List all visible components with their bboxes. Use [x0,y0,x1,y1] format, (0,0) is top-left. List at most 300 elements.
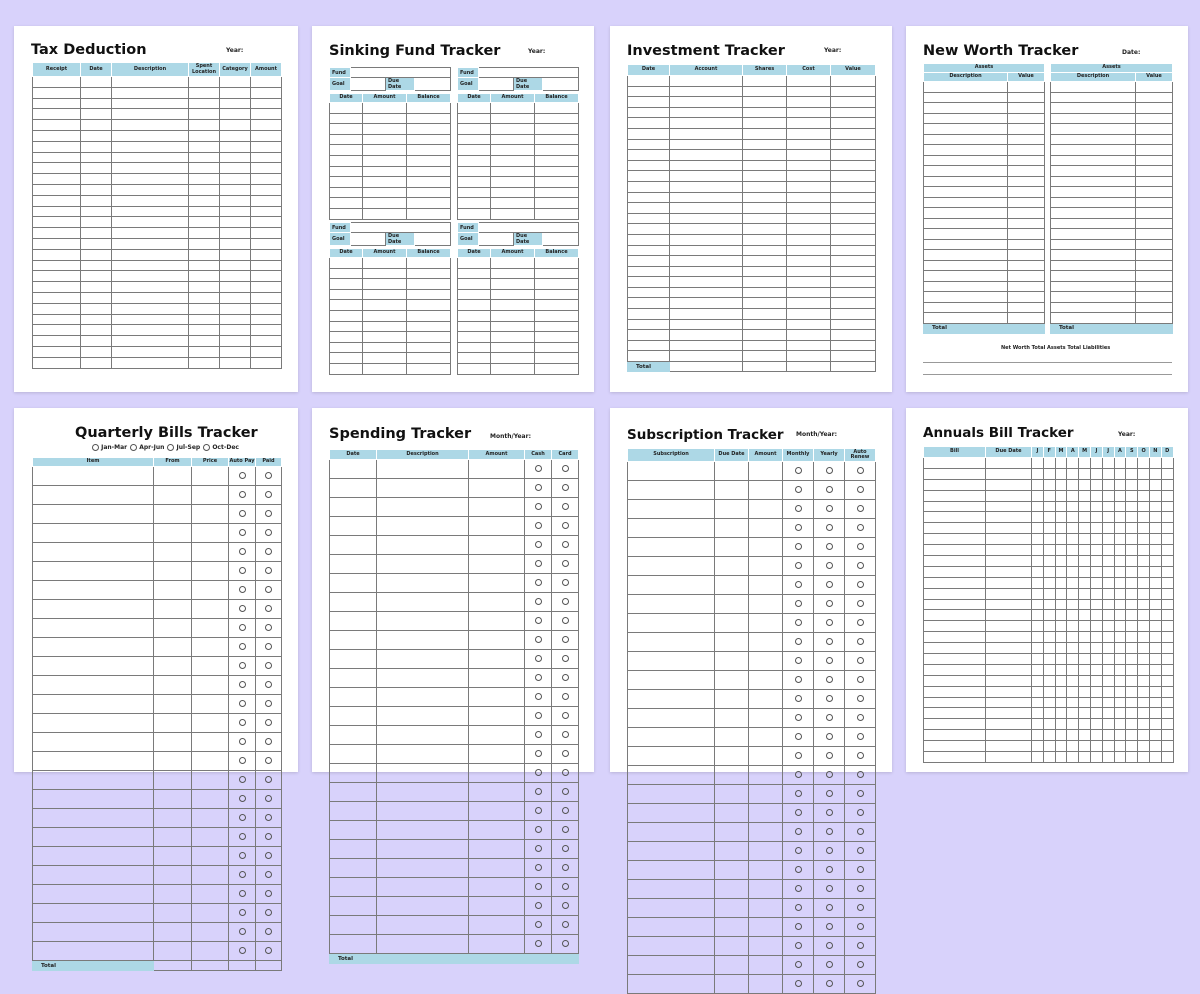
table-cell[interactable] [33,695,154,714]
table-cell[interactable] [831,171,876,182]
table-cell[interactable] [33,885,154,904]
table-cell[interactable] [1067,697,1079,708]
table-cell[interactable] [330,764,377,783]
table-cell[interactable] [1067,621,1079,632]
table-cell[interactable] [670,245,743,256]
table-cell[interactable] [628,76,670,87]
table-cell[interactable] [363,187,407,198]
table-cell[interactable] [1008,292,1045,303]
table-cell[interactable] [1055,708,1067,719]
radio-circle-icon[interactable] [826,847,833,854]
table-cell[interactable] [670,139,743,150]
table-cell[interactable] [1055,632,1067,643]
table-cell[interactable] [1090,621,1102,632]
table-cell[interactable] [1161,719,1173,730]
table-cell[interactable] [525,536,552,555]
table-cell[interactable] [377,859,469,878]
table-cell[interactable] [491,134,535,145]
table-cell[interactable] [220,141,251,152]
radio-circle-icon[interactable] [562,522,569,529]
table-cell[interactable] [1114,588,1126,599]
table-cell[interactable] [1090,545,1102,556]
table-cell[interactable] [1079,588,1091,599]
table-cell[interactable] [1126,501,1138,512]
table-cell[interactable] [1067,741,1079,752]
table-cell[interactable] [749,728,783,747]
table-cell[interactable] [33,249,81,260]
table-cell[interactable] [363,208,407,219]
table-cell[interactable] [458,332,491,343]
table-cell[interactable] [189,109,220,120]
table-cell[interactable] [1102,577,1114,588]
table-cell[interactable] [256,885,282,904]
table-cell[interactable] [1126,458,1138,469]
table-cell[interactable] [33,657,154,676]
table-cell[interactable] [154,942,192,961]
table-cell[interactable] [330,332,363,343]
table-cell[interactable] [628,823,715,842]
table-cell[interactable] [628,171,670,182]
table-cell[interactable] [1079,458,1091,469]
table-cell[interactable] [229,733,256,752]
table-cell[interactable] [986,654,1032,665]
table-cell[interactable] [491,300,535,311]
radio-circle-icon[interactable] [239,833,246,840]
table-cell[interactable] [377,517,469,536]
table-cell[interactable] [628,203,670,214]
table-cell[interactable] [112,325,189,336]
table-cell[interactable] [192,866,229,885]
table-cell[interactable] [814,595,845,614]
radio-circle-icon[interactable] [562,560,569,567]
table-cell[interactable] [525,574,552,593]
table-cell[interactable] [407,155,451,166]
table-cell[interactable] [1114,490,1126,501]
table-cell[interactable] [1067,752,1079,763]
table-cell[interactable] [1102,752,1114,763]
table-cell[interactable] [220,120,251,131]
radio-circle-icon[interactable] [826,505,833,512]
radio-circle-icon[interactable] [265,586,272,593]
table-cell[interactable] [1008,250,1045,261]
table-cell[interactable] [251,163,282,174]
table-cell[interactable] [1149,730,1161,741]
table-cell[interactable] [458,310,491,321]
table-cell[interactable] [787,107,831,118]
table-cell[interactable] [552,555,579,574]
table-cell[interactable] [783,538,814,557]
table-cell[interactable] [1102,599,1114,610]
table-cell[interactable] [1008,208,1045,219]
table-cell[interactable] [192,809,229,828]
table-cell[interactable] [377,707,469,726]
table-cell[interactable] [1114,566,1126,577]
table-cell[interactable] [220,260,251,271]
table-cell[interactable] [112,77,189,88]
table-cell[interactable] [787,277,831,288]
table-cell[interactable] [986,599,1032,610]
table-cell[interactable] [670,97,743,108]
table-cell[interactable] [458,289,491,300]
table-cell[interactable] [1102,566,1114,577]
table-cell[interactable] [1102,621,1114,632]
fund-field[interactable] [479,223,579,233]
table-cell[interactable] [715,975,749,994]
table-cell[interactable] [251,303,282,314]
table-cell[interactable] [831,277,876,288]
total-cell[interactable] [1136,323,1173,333]
table-cell[interactable] [749,747,783,766]
table-cell[interactable] [1032,588,1044,599]
table-cell[interactable] [670,86,743,97]
table-cell[interactable] [81,303,112,314]
radio-circle-icon[interactable] [826,904,833,911]
table-cell[interactable] [1032,708,1044,719]
table-cell[interactable] [1138,458,1150,469]
radio-circle-icon[interactable] [562,750,569,757]
table-cell[interactable] [535,363,579,374]
table-cell[interactable] [924,523,986,534]
table-cell[interactable] [715,500,749,519]
table-cell[interactable] [986,719,1032,730]
table-cell[interactable] [1067,566,1079,577]
table-cell[interactable] [1149,556,1161,567]
table-cell[interactable] [1055,686,1067,697]
table-cell[interactable] [256,524,282,543]
table-cell[interactable] [552,460,579,479]
table-cell[interactable] [525,688,552,707]
table-cell[interactable] [628,481,715,500]
table-cell[interactable] [628,766,715,785]
table-cell[interactable] [256,638,282,657]
table-cell[interactable] [33,638,154,657]
due-date-field[interactable] [543,78,579,91]
table-cell[interactable] [1102,654,1114,665]
table-cell[interactable] [81,249,112,260]
table-cell[interactable] [330,279,363,290]
table-cell[interactable] [81,109,112,120]
table-cell[interactable] [330,155,363,166]
table-cell[interactable] [1008,187,1045,198]
table-cell[interactable] [1149,697,1161,708]
radio-circle-icon[interactable] [265,529,272,536]
table-cell[interactable] [783,766,814,785]
radio-circle-icon[interactable] [239,928,246,935]
table-cell[interactable] [192,923,229,942]
radio-circle-icon[interactable] [826,676,833,683]
table-cell[interactable] [33,325,81,336]
table-cell[interactable] [1067,632,1079,643]
table-cell[interactable] [1138,577,1150,588]
radio-circle-icon[interactable] [265,909,272,916]
table-cell[interactable] [1126,577,1138,588]
table-cell[interactable] [1051,302,1136,313]
table-cell[interactable] [1102,479,1114,490]
table-cell[interactable] [1008,134,1045,145]
radio-circle-icon[interactable] [535,541,542,548]
total-cell[interactable] [831,362,876,372]
table-cell[interactable] [192,562,229,581]
radio-circle-icon[interactable] [826,619,833,626]
table-cell[interactable] [330,479,377,498]
radio-circle-icon[interactable] [265,662,272,669]
table-cell[interactable] [1055,621,1067,632]
table-cell[interactable] [189,77,220,88]
table-cell[interactable] [715,918,749,937]
table-cell[interactable] [628,595,715,614]
radio-circle-icon[interactable] [826,543,833,550]
table-cell[interactable] [377,688,469,707]
table-cell[interactable] [986,545,1032,556]
table-cell[interactable] [715,956,749,975]
table-cell[interactable] [845,842,876,861]
table-cell[interactable] [749,899,783,918]
table-cell[interactable] [1114,654,1126,665]
due-date-field[interactable] [415,78,451,91]
table-cell[interactable] [1126,490,1138,501]
table-cell[interactable] [189,174,220,185]
table-cell[interactable] [256,714,282,733]
table-cell[interactable] [192,771,229,790]
radio-circle-icon[interactable] [857,562,864,569]
table-cell[interactable] [1008,260,1045,271]
table-cell[interactable] [33,809,154,828]
radio-circle-icon[interactable] [265,491,272,498]
table-cell[interactable] [749,652,783,671]
table-cell[interactable] [1008,145,1045,156]
table-cell[interactable] [112,184,189,195]
table-cell[interactable] [924,664,986,675]
table-cell[interactable] [229,676,256,695]
table-cell[interactable] [924,654,986,665]
table-cell[interactable] [1126,588,1138,599]
table-cell[interactable] [743,150,787,161]
table-cell[interactable] [715,785,749,804]
radio-circle-icon[interactable] [265,567,272,574]
table-cell[interactable] [1136,208,1173,219]
table-cell[interactable] [1055,654,1067,665]
radio-circle-icon[interactable] [239,567,246,574]
table-cell[interactable] [251,87,282,98]
table-cell[interactable] [1102,588,1114,599]
radio-circle-icon[interactable] [535,465,542,472]
table-cell[interactable] [628,118,670,129]
table-cell[interactable] [1032,523,1044,534]
table-cell[interactable] [1043,664,1055,675]
fund-field[interactable] [479,68,579,78]
table-cell[interactable] [256,828,282,847]
radio-circle-icon[interactable] [239,890,246,897]
table-cell[interactable] [33,271,81,282]
table-cell[interactable] [81,120,112,131]
table-cell[interactable] [81,346,112,357]
table-cell[interactable] [251,130,282,141]
table-cell[interactable] [1126,675,1138,686]
table-cell[interactable] [1090,468,1102,479]
table-cell[interactable] [743,277,787,288]
table-cell[interactable] [112,314,189,325]
table-cell[interactable] [330,840,377,859]
table-cell[interactable] [670,287,743,298]
table-cell[interactable] [845,785,876,804]
radio-circle-icon[interactable] [795,619,802,626]
table-cell[interactable] [469,517,525,536]
table-cell[interactable] [330,268,363,279]
table-cell[interactable] [1090,730,1102,741]
table-cell[interactable] [1067,708,1079,719]
table-cell[interactable] [377,916,469,935]
table-cell[interactable] [670,203,743,214]
table-cell[interactable] [715,899,749,918]
table-cell[interactable] [251,249,282,260]
table-cell[interactable] [33,771,154,790]
table-cell[interactable] [251,152,282,163]
radio-circle-icon[interactable] [203,444,210,451]
table-cell[interactable] [1079,523,1091,534]
table-cell[interactable] [628,880,715,899]
table-cell[interactable] [1032,621,1044,632]
table-cell[interactable] [469,745,525,764]
table-cell[interactable] [363,155,407,166]
table-cell[interactable] [535,134,579,145]
table-cell[interactable] [81,77,112,88]
radio-circle-icon[interactable] [826,695,833,702]
table-cell[interactable] [154,733,192,752]
radio-circle-icon[interactable] [795,638,802,645]
table-cell[interactable] [924,113,1008,124]
table-cell[interactable] [1161,501,1173,512]
table-cell[interactable] [831,213,876,224]
radio-circle-icon[interactable] [826,486,833,493]
radio-circle-icon[interactable] [826,524,833,531]
table-cell[interactable] [1051,155,1136,166]
table-cell[interactable] [986,675,1032,686]
radio-circle-icon[interactable] [239,909,246,916]
radio-circle-icon[interactable] [795,809,802,816]
table-cell[interactable] [112,206,189,217]
table-cell[interactable] [1090,654,1102,665]
table-cell[interactable] [1032,566,1044,577]
table-cell[interactable] [743,319,787,330]
table-cell[interactable] [924,566,986,577]
table-cell[interactable] [189,120,220,131]
table-cell[interactable] [407,342,451,353]
table-cell[interactable] [407,208,451,219]
table-cell[interactable] [192,638,229,657]
radio-circle-icon[interactable] [535,807,542,814]
table-cell[interactable] [783,747,814,766]
table-cell[interactable] [670,150,743,161]
table-cell[interactable] [1126,479,1138,490]
table-cell[interactable] [924,512,986,523]
table-cell[interactable] [33,904,154,923]
radio-circle-icon[interactable] [826,809,833,816]
table-cell[interactable] [1079,599,1091,610]
table-cell[interactable] [154,866,192,885]
table-cell[interactable] [112,228,189,239]
radio-circle-icon[interactable] [535,560,542,567]
table-cell[interactable] [749,690,783,709]
table-cell[interactable] [1090,599,1102,610]
table-cell[interactable] [1067,577,1079,588]
table-cell[interactable] [1043,490,1055,501]
table-cell[interactable] [33,923,154,942]
table-cell[interactable] [189,238,220,249]
table-cell[interactable] [845,614,876,633]
radio-circle-icon[interactable] [826,581,833,588]
table-cell[interactable] [192,524,229,543]
radio-circle-icon[interactable] [562,579,569,586]
radio-circle-icon[interactable] [562,655,569,662]
radio-circle-icon[interactable] [826,923,833,930]
table-cell[interactable] [628,181,670,192]
table-cell[interactable] [1161,588,1173,599]
table-cell[interactable] [1043,458,1055,469]
table-cell[interactable] [189,249,220,260]
table-cell[interactable] [33,109,81,120]
table-cell[interactable] [189,303,220,314]
table-cell[interactable] [552,498,579,517]
table-cell[interactable] [330,688,377,707]
radio-circle-icon[interactable] [265,624,272,631]
table-cell[interactable] [552,745,579,764]
table-cell[interactable] [845,823,876,842]
table-cell[interactable] [525,764,552,783]
radio-circle-icon[interactable] [857,581,864,588]
table-cell[interactable] [1055,545,1067,556]
table-cell[interactable] [81,292,112,303]
radio-circle-icon[interactable] [239,776,246,783]
table-cell[interactable] [112,336,189,347]
radio-circle-icon[interactable] [535,769,542,776]
table-cell[interactable] [1055,741,1067,752]
table-cell[interactable] [1043,708,1055,719]
radio-circle-icon[interactable] [795,562,802,569]
table-cell[interactable] [229,486,256,505]
table-cell[interactable] [1138,741,1150,752]
table-cell[interactable] [749,576,783,595]
table-cell[interactable] [845,937,876,956]
table-cell[interactable] [469,802,525,821]
table-cell[interactable] [628,652,715,671]
table-cell[interactable] [924,92,1008,103]
table-cell[interactable] [749,823,783,842]
radio-circle-icon[interactable] [826,733,833,740]
table-cell[interactable] [33,866,154,885]
table-cell[interactable] [924,588,986,599]
table-cell[interactable] [407,332,451,343]
table-cell[interactable] [469,460,525,479]
table-cell[interactable] [628,298,670,309]
table-cell[interactable] [787,203,831,214]
table-cell[interactable] [330,177,363,188]
table-cell[interactable] [670,181,743,192]
table-cell[interactable] [491,113,535,124]
radio-circle-icon[interactable] [857,771,864,778]
table-cell[interactable] [363,353,407,364]
table-cell[interactable] [1102,675,1114,686]
table-cell[interactable] [1032,577,1044,588]
table-cell[interactable] [491,103,535,114]
table-cell[interactable] [1136,176,1173,187]
table-cell[interactable] [1055,664,1067,675]
table-cell[interactable] [33,141,81,152]
table-cell[interactable] [1126,752,1138,763]
radio-circle-icon[interactable] [265,947,272,954]
table-cell[interactable] [1043,643,1055,654]
table-cell[interactable] [715,538,749,557]
table-cell[interactable] [1114,719,1126,730]
